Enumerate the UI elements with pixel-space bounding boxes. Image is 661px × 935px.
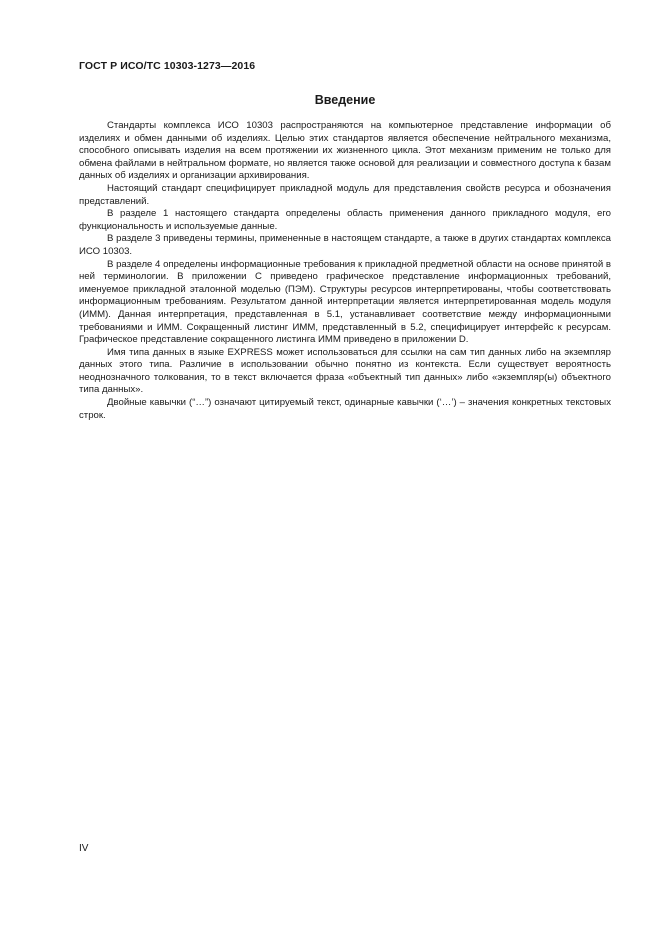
standard-code-header: ГОСТ Р ИСО/ТС 10303-1273—2016: [79, 60, 256, 72]
paragraph-quotes: Двойные кавычки (“…”) означают цитируемый текст, одинарные кавычки (‘…’) – значения конкретных текстовых строк.: [79, 397, 611, 421]
page-number: IV: [79, 843, 89, 854]
paragraph-this-standard: Настоящий стандарт специфицирует прикладной модуль для представления свойств ресурса и обозначения представлений.: [79, 182, 611, 207]
paragraph-express-types: Имя типа данных в языке EXPRESS может использоваться для ссылки на сам тип данных либо на экземпляр данных этого типа. Различие в использовании обычно понятно из контекста. Если существует вероятность неоднозначного толкования, то в текст включается фраза «объектный тип данных» либо «экземпляр(ы) объектного типа данных».: [79, 346, 611, 396]
paragraph-standards-scope: Стандарты комплекса ИСО 10303 распространяются на компьютерное представление информации об изделиях и обмен данными об изделиях. Целью этих стандартов является обеспечение нейтрального механизма, способного описывать изделия на всем протяжении их жизненного цикла. Этот механизм применим не только для обмена файлами в нейтральном формате, но является также основой для реализации и совместного доступа к базам данных об изделиях и организации архивирования.: [79, 120, 611, 182]
paragraph-section-3: В разделе 3 приведены термины, примененные в настоящем стандарте, а также в других стандартах комплекса ИСО 10303.: [79, 233, 611, 257]
paragraph-section-4: В разделе 4 определены информационные требования к прикладной предметной области на основе принятой в ней терминологии. В приложении С приведено графическое представление информационных требований, именуемое прикладной эталонной моделью (ПЭМ). Структуры ресурсов интерпретированы, чтобы соответствовать информационным требованиям. Результатом данной интерпретации является интерпретированная модель модуля (ИММ). Данная интерпретация, представленная в 5.1, устанавливает соответствие между информационными требованиями и ИММ. Сокращенный листинг ИММ, представленный в 5.2, специфицирует интерфейс к ресурсам. Графическое представление сокращенного листинга ИММ приведено в приложении D.: [79, 258, 611, 346]
introduction-body: [79, 120, 611, 422]
section-title: Введение: [314, 93, 376, 107]
paragraph-section-1: В разделе 1 настоящего стандарта определены область применения данного прикладного модуля, его функциональность и используемые данные.: [79, 208, 611, 232]
